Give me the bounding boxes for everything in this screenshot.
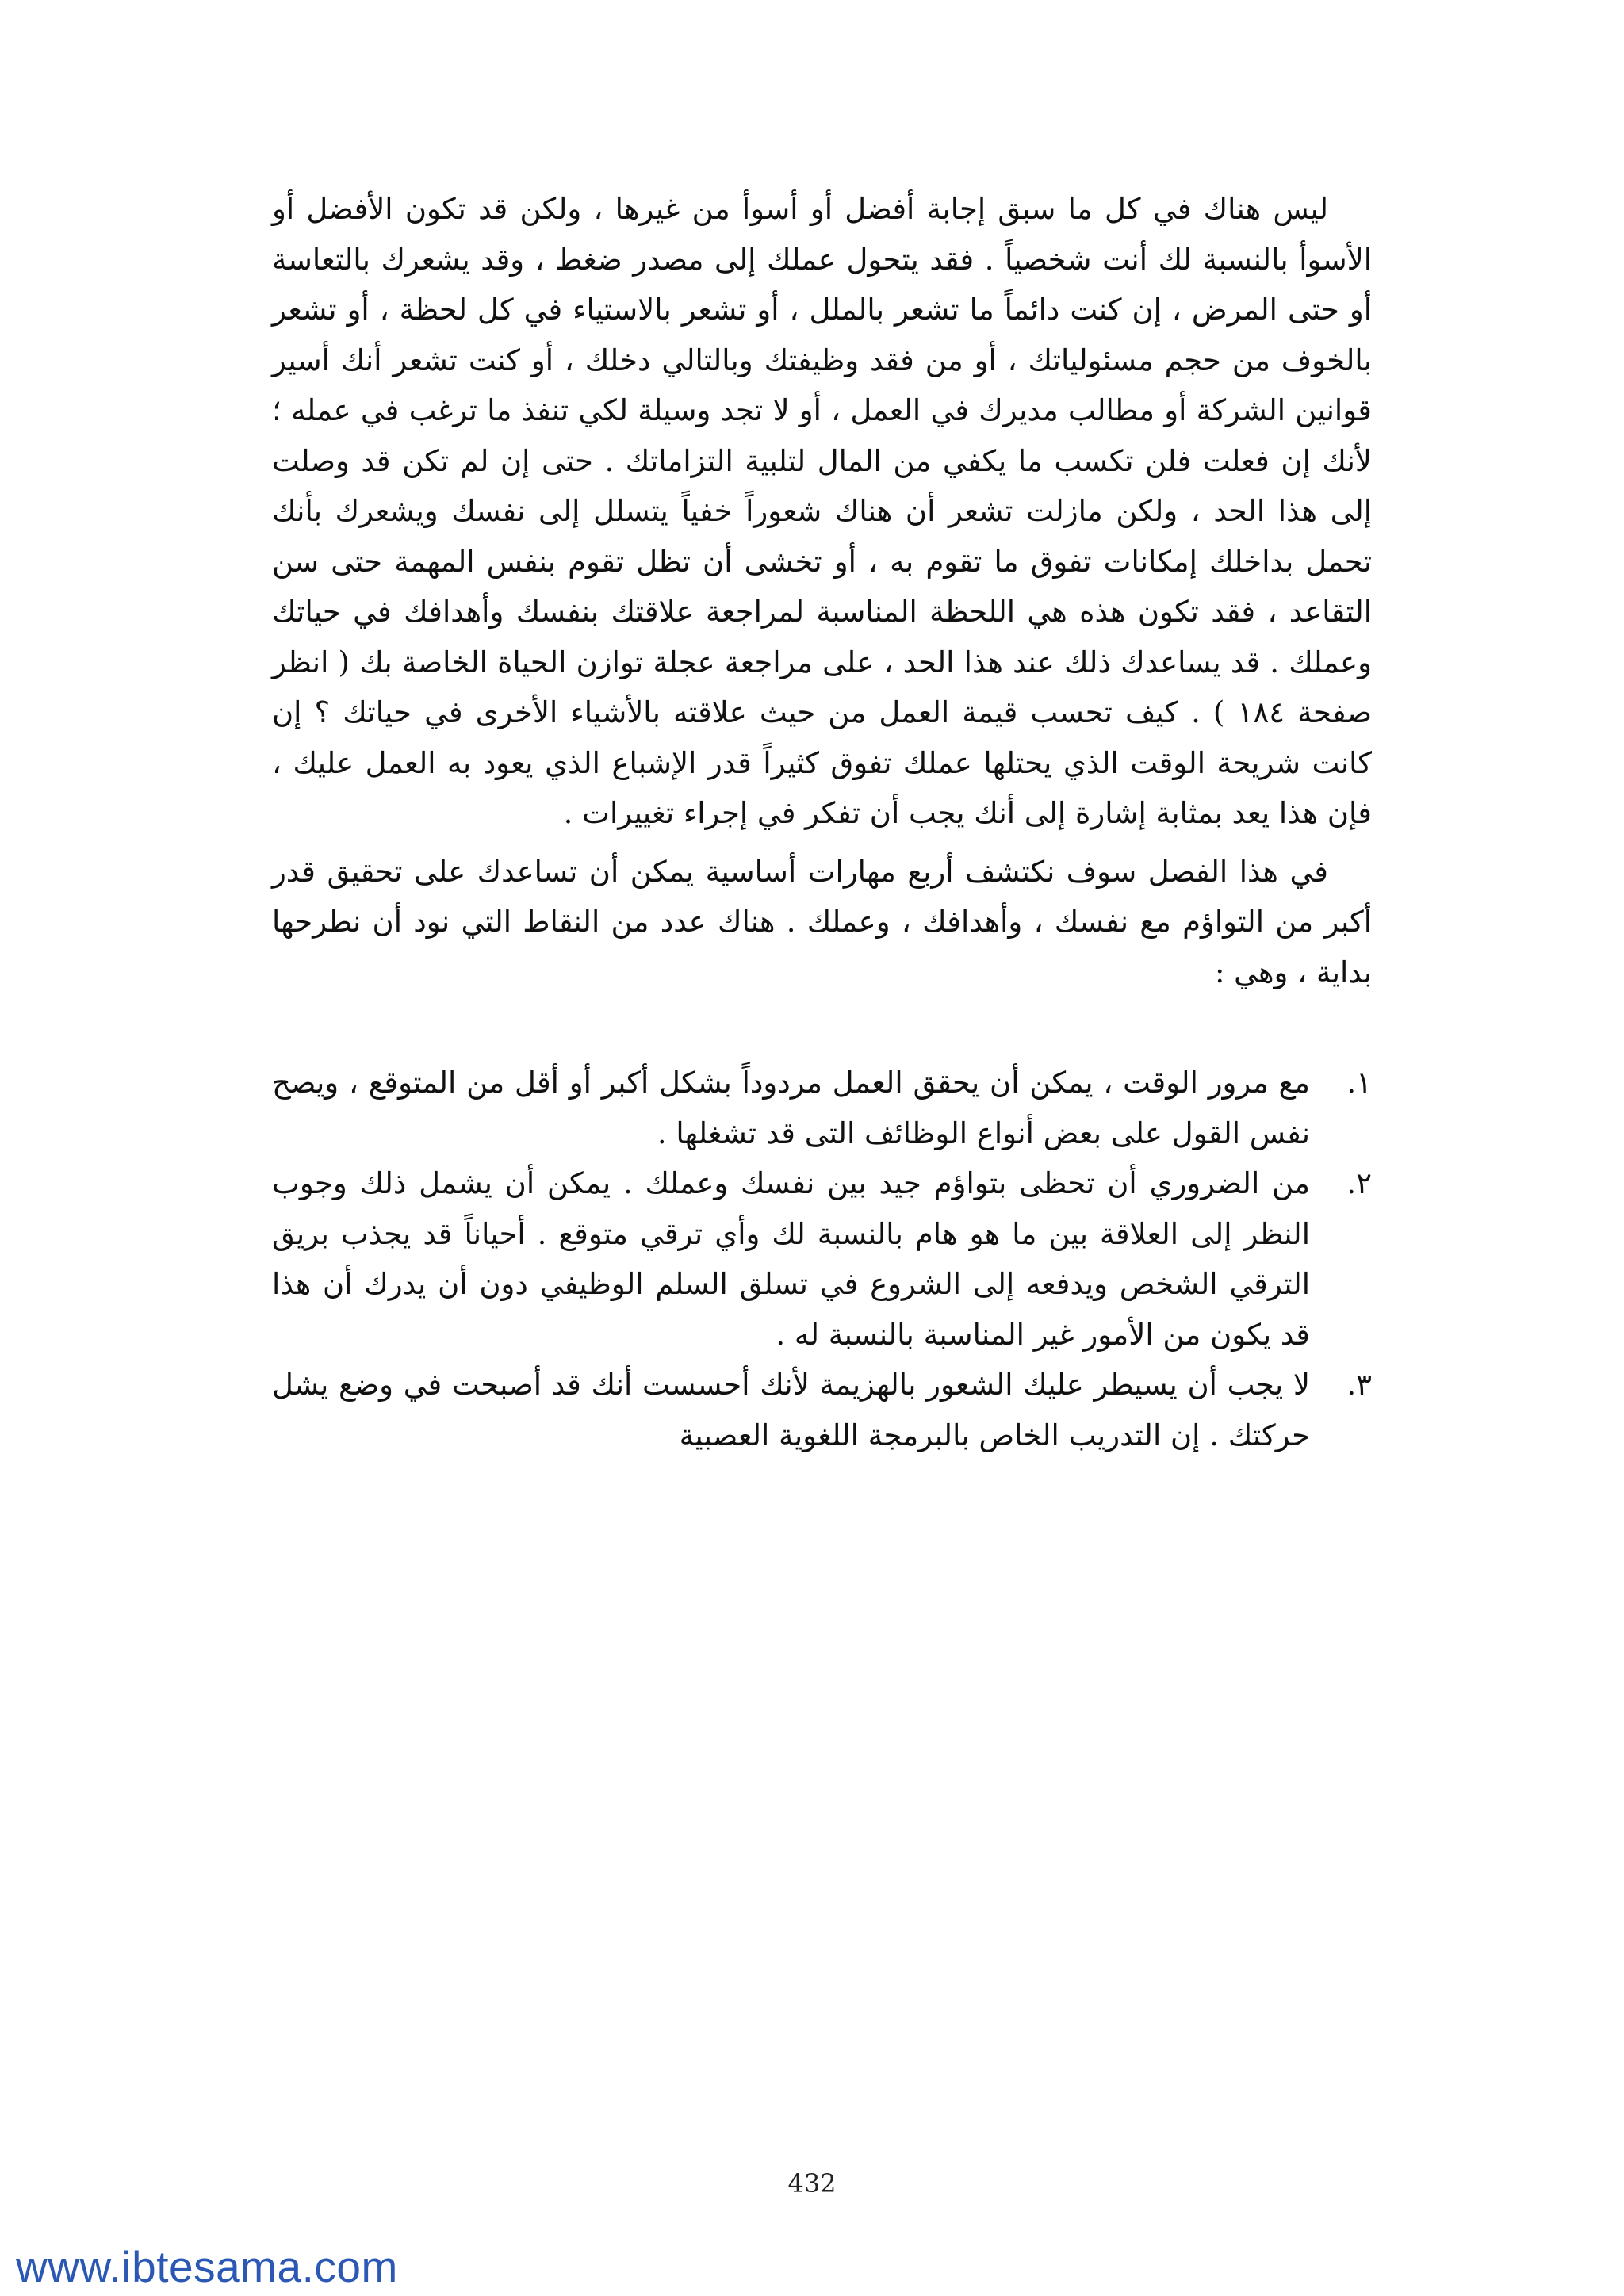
list-item-text: مع مرور الوقت ، يمكن أن يحقق العمل مردوداً بشكل أكبر أو أقل من المتوقع ، ويصح نفس القول على بعض أنواع الوظائف التى قد تشغلها . — [272, 1066, 1310, 1150]
numbered-list — [272, 1058, 1372, 1460]
paragraph-1: ليس هناك في كل ما سبق إجابة أفضل أو أسوأ من غيرها ، ولكن قد تكون الأفضل أو الأسوأ بالنسبة لك أنت شخصياً . فقد يتحول عملك إلى مصدر ضغط ، وقد يشعرك بالتعاسة أو حتى المرض ، إن كنت دائماً ما تشعر بالملل ، أو تشعر بالاستياء في كل لحظة ، أو تشعر بالخوف من حجم مسئولياتك ، أو من فقد وظيفتك وبالتالي دخلك ، أو كنت تشعر أنك أسير قوانين الشركة أو مطالب مديرك في العمل ، أو لا تجد وسيلة لكي تنفذ ما ترغب في عمله ؛ لأنك إن فعلت فلن تكسب ما يكفي من المال لتلبية التزاماتك . حتى إن لم تكن قد وصلت إلى هذا الحد ، ولكن مازلت تشعر أن هناك شعوراً خفياً يتسلل إلى نفسك ويشعرك بأنك تحمل بداخلك إمكانات تفوق ما تقوم به ، أو تخشى أن تظل تقوم بنفس المهمة حتى سن التقاعد ، فقد تكون هذه هي اللحظة المناسبة لمراجعة علاقتك بنفسك وأهدافك في حياتك وعملك . قد يساعدك ذلك عند هذا الحد ، على مراجعة عجلة توازن الحياة الخاصة بك ( انظر صفحة ١٨٤ ) . كيف تحسب قيمة العمل من حيث علاقته بالأشياء الأخرى في حياتك ؟ إن كانت شريحة الوقت الذي يحتلها عملك تفوق كثيراً قدر الإشباع الذي يعود به العمل عليك ، فإن هذا يعد بمثابة إشارة إلى أنك يجب أن تفكر في إجراء تغييرات . — [272, 192, 1372, 830]
page-body — [272, 184, 1372, 1460]
list-item-number: ٢. — [1346, 1166, 1372, 1200]
list-item — [272, 1158, 1372, 1360]
list-item-number: ٣. — [1346, 1368, 1372, 1402]
watermark-url: www.ibtesama.com — [16, 2242, 398, 2291]
page-number: 432 — [787, 2168, 837, 2198]
list-item — [272, 1360, 1372, 1460]
list-item-text: لا يجب أن يسيطر عليك الشعور بالهزيمة لأنك أحسست أنك قد أصبحت في وضع يشل حركتك . إن التدريب الخاص بالبرمجة اللغوية العصبية — [272, 1368, 1310, 1452]
paragraph-2: في هذا الفصل سوف نكتشف أربع مهارات أساسية يمكن أن تساعدك على تحقيق قدر أكبر من التواؤم مع نفسك ، وأهدافك ، وعملك . هناك عدد من النقاط التي نود أن نطرحها بداية ، وهي : — [272, 854, 1372, 989]
list-item-number: ١. — [1346, 1066, 1372, 1100]
list-item-text: من الضروري أن تحظى بتواؤم جيد بين نفسك وعملك . يمكن أن يشمل ذلك وجوب النظر إلى العلاقة بين ما هو هام بالنسبة لك وأي ترقي متوقع . أحياناً قد يجذب بريق الترقي الشخص ويدفعه إلى الشروع في تسلق السلم الوظيفي دون أن يدرك أن هذا قد يكون من الأمور غير المناسبة بالنسبة له . — [272, 1166, 1310, 1352]
list-item — [272, 1058, 1372, 1158]
